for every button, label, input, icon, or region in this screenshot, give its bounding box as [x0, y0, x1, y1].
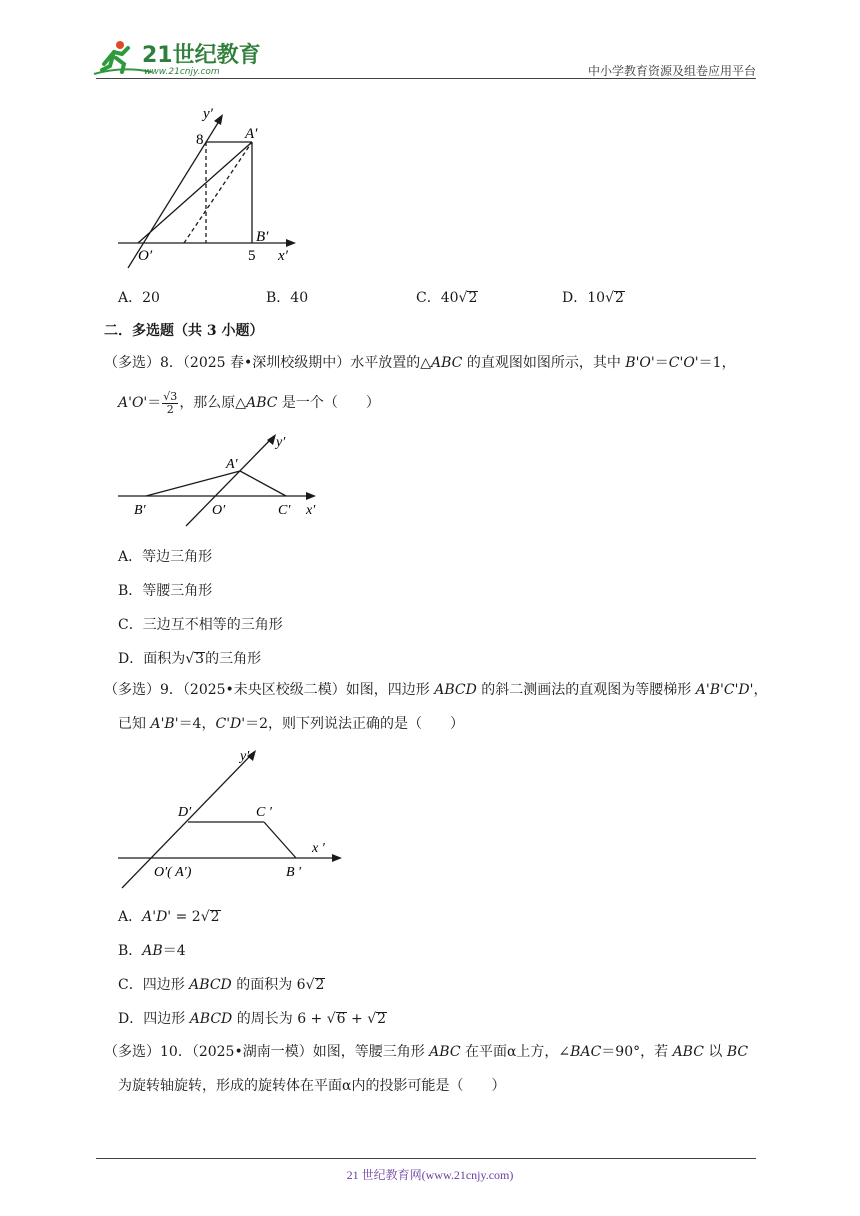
- label-o: O′: [138, 248, 153, 264]
- label-x: x′: [306, 503, 316, 518]
- label-a: A′: [245, 126, 258, 142]
- label-8: 8: [196, 132, 204, 148]
- q9-option-b[interactable]: B．AB＝4: [118, 943, 186, 959]
- q7-option-a[interactable]: A．20: [118, 290, 160, 306]
- platform-name: 中小学教育资源及组卷应用平台: [587, 64, 756, 78]
- label-o: O′: [212, 503, 226, 518]
- q9-stem-line2: 已知 A'B'＝4，C'D'＝2，则下列说法正确的是（ ）: [118, 716, 465, 732]
- label-b: B′: [256, 229, 269, 245]
- fraction: $\frac{√3}{2}$: [163, 389, 178, 416]
- q8-stem-line1: （多选）8．（2025 春•深圳校级期中）水平放置的△ABC 的直观图如图所示，其中 B'O'＝C'O'＝1，: [104, 355, 736, 371]
- logo-url: www.21cnjy.com: [144, 67, 220, 77]
- y-axis-arrow: [214, 114, 223, 125]
- q10-stem-line2: 为旋转轴旋转，形成的旋转体在平面α内的投影可能是（ ）: [118, 1078, 506, 1094]
- label-y: y′: [240, 749, 250, 764]
- q10-stem-line1: （多选）10．（2025•湖南一模）如图，等腰三角形 ABC 在平面α上方，∠BAC＝90°，若 ABC 以 BC: [104, 1044, 749, 1060]
- label-o: O′( A′): [154, 865, 192, 880]
- q8-stem-line2: A'O'＝ $\frac{√3}{2}$ ，那么原△ABC 是一个（ ）: [118, 389, 380, 416]
- site-logo: [92, 36, 262, 78]
- q9-option-a[interactable]: A．A'D' = 2√2: [118, 909, 220, 925]
- q9-option-c[interactable]: C．四边形 ABCD 的面积为 6√2: [118, 977, 325, 993]
- label-d: D′: [178, 805, 192, 820]
- q8-option-c[interactable]: C．三边互不相等的三角形: [118, 617, 283, 633]
- q9-stem-line1: （多选）9．（2025•未央区校级二模）如图，四边形 ABCD 的斜二测画法的直观图为等腰梯形 A'B'C'D'，: [104, 682, 768, 698]
- footer-text: 21 世纪教育网(www.21cnjy.com): [346, 1168, 514, 1182]
- q7-option-c[interactable]: C．40√2: [416, 290, 478, 306]
- footer-divider: [96, 1158, 756, 1159]
- q8-figure: [116, 428, 336, 532]
- label-x: x ′: [312, 841, 325, 856]
- label-y: y′: [203, 106, 213, 122]
- label-y: y′: [276, 435, 286, 450]
- q9-option-d[interactable]: D．四边形 ABCD 的周长为 6 + √6 + √2: [118, 1011, 387, 1027]
- q8-option-a[interactable]: A．等边三角形: [118, 549, 213, 565]
- label-c: C ′: [256, 805, 272, 820]
- q7-option-b[interactable]: B．40: [266, 290, 309, 306]
- q7-option-d[interactable]: D．10√2: [562, 290, 624, 306]
- label-b: B′: [134, 503, 146, 518]
- y-axis: [128, 118, 221, 268]
- label-x: x′: [278, 248, 288, 264]
- label-b: B ′: [286, 865, 302, 880]
- label-5: 5: [248, 248, 256, 264]
- q8-option-d[interactable]: D．面积为√3的三角形: [118, 651, 262, 667]
- q8-option-b[interactable]: B．等腰三角形: [118, 583, 213, 599]
- label-a: A′: [226, 457, 238, 472]
- logo-text: 21世纪教育: [142, 43, 261, 68]
- q7-figure: [110, 100, 310, 276]
- q9-figure: [116, 744, 346, 894]
- x-axis-arrow: [286, 239, 296, 247]
- label-c: C′: [278, 503, 291, 518]
- section-title: 二．多选题（共 3 小题）: [104, 323, 264, 339]
- header-divider: [96, 78, 756, 79]
